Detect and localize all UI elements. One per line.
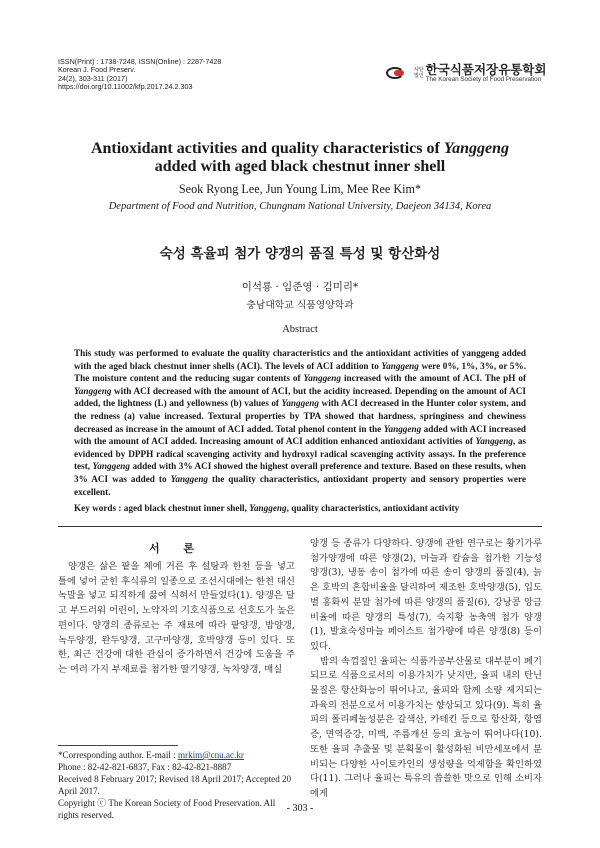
korean-authors: 이석룡 · 임준영 · 김미리* xyxy=(241,281,359,293)
logo-small-text: 사단 법인 xyxy=(414,67,424,79)
keywords: Key words : aged black chestnut inner shell, Yanggeng, quality characteristics, antioxidant activity xyxy=(74,503,460,513)
doi-link[interactable]: https://doi.org/10.11002/kfp.2017.24.2.303 xyxy=(58,82,193,92)
society-name-english: The Korean Society of Food Preservation xyxy=(425,76,542,83)
authors: Seok Ryong Lee, Jun Young Lim, Mee Ree Kim* xyxy=(178,182,422,196)
intro-right-column xyxy=(310,537,542,802)
phone-fax: Phone : 82-42-821-6837, Fax : 82-42-821-8887 xyxy=(58,762,232,772)
abstract-body: This study was performed to evaluate the quality characteristics and the antioxidant activities of yanggeng added with the aged black chestnut inner shells (ACI). The levels of ACI addition to Yanggeng were 0%, 1%, 3%, or 5%. The moisture content and the reducing sugar contents of Yanggeng increased with the amount of ACI. The pH of Yanggeng with ACI decreased with the amount of ACI, but the acidity increased. Depending on the amount of ACI added, the lightness (L) and yellowness (b) values of Yanggeng with ACI decreased in the Hunter color system, and the redness (a) value increased. Textural properties by TPA showed that hardness, springiness and chewiness decreased as increase in the amount of ACI added. Total phenol content in the Yanggeng added with ACI increased with the amount of ACI added. Increasing amount of ACI addition enhanced antioxidant activities of Yanggeng, as evidenced by DPPH radical scavenging activity and hydroxyl radical scavenging activity assays. In the preference test, Yanggeng added with 3% ACI showed the highest overall preference and texture. Based on these results, when 3% ACI was added to Yanggeng the quality characteristics, antioxidant property and sensory properties were excellent. xyxy=(74,348,527,497)
email-link[interactable]: mrkim@cnu.ac.kr xyxy=(177,750,244,760)
copyright: Copyright ⓒ The Korean Society of Food Preservation. All rights reserved. xyxy=(58,798,276,820)
intro-paragraph: 밤의 속껍질인 율피는 식품가공부산물로 대부분이 폐기되므로 식품으로서의 이용가치가 낮지만, 율피 내의 탄닌 물질은 항산화능이 뛰어나고, 율피와 함께 소량 제거되는 과육의 전분으로서 이용가치는 향상되고 있다(9). 특히 율피의 폴리페놀성분은 갈색산, 카테킨 등으로 항산화, 항염증, 면역증강, 미백, 주름개선 등의 효능이 뛰어나다(10). 또한 율피 추출물 및 분획물이 활성화된 비만세포에서 분비되는 다양한 사이토카인의 생성량을 억제함을 확인하였다(11). 그러나 율피는 특유의 씁쓸한 맛으로 인해 소비자에게 xyxy=(310,655,542,799)
journal-info xyxy=(58,58,221,92)
korean-affiliation: 충남대학교 식품영양학과 xyxy=(246,300,354,311)
section-heading-introduction: 서 론 xyxy=(148,542,205,555)
intro-left-column xyxy=(58,560,295,678)
footnote-divider xyxy=(58,745,178,746)
abstract-heading: Abstract xyxy=(282,324,318,335)
korean-title: 숙성 흑율피 첨가 양갱의 품질 특성 및 항산화성 xyxy=(159,246,441,262)
footnote: *Corresponding author. E-mail : mrkim@cnu.ac.kr Phone : 82-42-821-6837, Fax : 82-42-821-8887 Received 8 February 2017; Revised 18 April 2017; Accepted 20 April 2017. Copyright ⓒ The Korean Society of Food Preservation. All rights reserved. xyxy=(58,749,295,821)
society-logo xyxy=(386,63,546,83)
society-name-korean: 한국식품저장유통학회 xyxy=(425,62,547,77)
page-number: - 303 - xyxy=(286,803,314,814)
paper-title: Antioxidant activities and quality characteristics of Yanggeng added with aged black chestnut inner shell xyxy=(90,140,510,175)
dates: Received 8 February 2017; Revised 18 April 2017; Accepted 20 April 2017. xyxy=(58,774,292,796)
divider xyxy=(58,526,542,527)
issn: ISSN(Print) : 1738-7248, ISSN(Online) : 2287-7428 xyxy=(58,57,222,66)
volume: 24(2), 303-311 (2017) xyxy=(58,73,128,83)
intro-paragraph: 양갱 등 종류가 다양하다. 양갱에 관한 연구로는 황기가루 첨가양갱에 따른 양갱(2), 마늘과 칼슘을 첨가한 기능성 양갱(3), 냉동 송이 첨가에 따른 송이 양갱의 품질(4), 늙은 호박의 혼합비율을 달리하여 제조한 호박양갱(5), 입도별 홍화씨 분말 첨가에 따른 양갱의 품질(6), 강낭콩 앙금 비율에 따른 양갱의 특성(7), 숙지황 농축액 첨가 양갱(1), 발효숙성마늘 페이스트 첨가량에 따른 양갱(8) 등이 있다. xyxy=(310,538,542,652)
journal-name: Korean J. Food Preserv. xyxy=(58,65,136,75)
society-logo-icon xyxy=(386,66,410,80)
affiliation: Department of Food and Nutrition, Chungnam National University, Daejeon 34134, Korea xyxy=(108,201,492,212)
intro-paragraph: 양갱은 삶은 팥을 체에 거른 후 설탕과 한천 등을 넣고 틀에 넣어 굳힌 후식류의 일종으로 조선시대에는 한천 대신 녹말을 넣고 되직하게 끓여 식혀서 만들었다(1). 양갱은 달고 부드러워 어린이, 노약자의 기호식품으로 선호도가 높은 편이다. 양갱의 종류로는 주 재료에 따라 팥양갱, 밤양갱, 녹두양갱, 완두양갱, 고구마양갱, 호박양갱 등이 있다. 또한, 최근 건강에 대한 관심이 증가하면서 건강에 도움을 주는 여러 가지 부재료를 첨가한 딸기양갱, 녹차양갱, 매실 xyxy=(58,561,295,675)
